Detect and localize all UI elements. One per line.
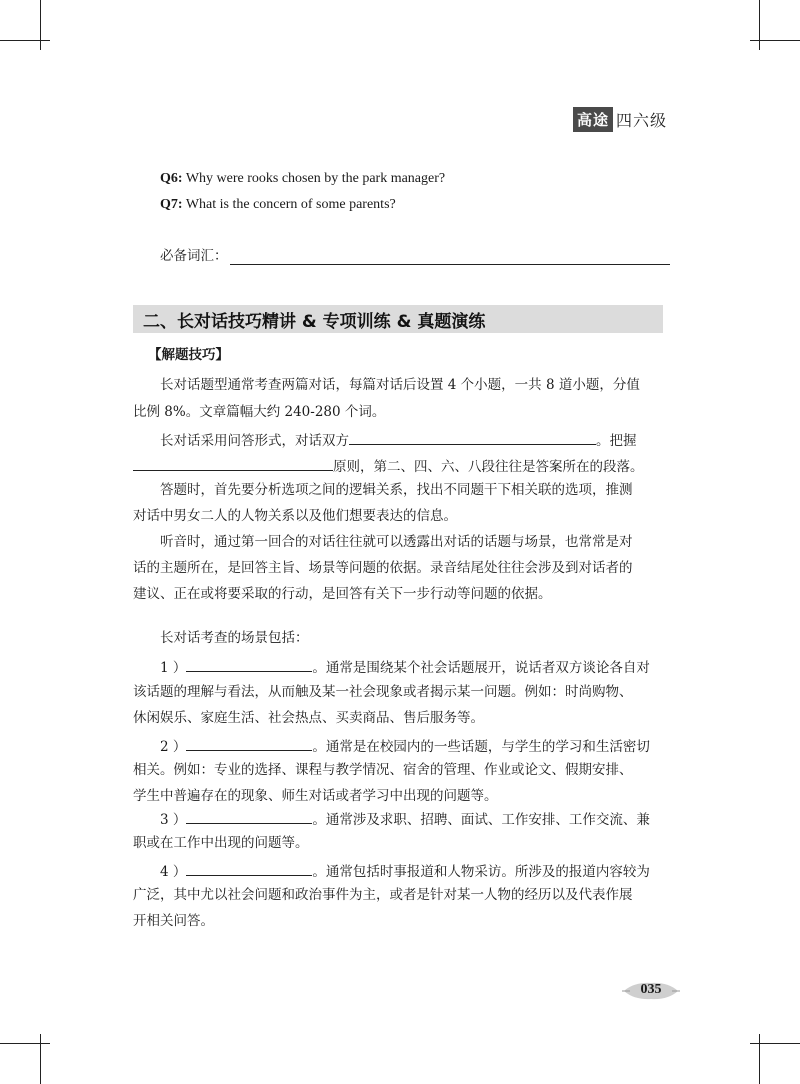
vocab-blank <box>230 250 670 265</box>
fill-blank <box>186 656 312 672</box>
para1-line1: 长对话题型通常考查两篇对话，每篇对话后设置 4 个小题，一共 8 道小题，分值 <box>160 377 640 393</box>
para2-text-a: 长对话采用问答形式，对话双方 <box>160 433 349 449</box>
scene-3-line2: 职或在工作中出现的问题等。 <box>133 835 309 851</box>
crop-mark-top-right-v <box>759 0 760 50</box>
vocab-line <box>160 247 670 265</box>
scene-1-line2: 该话题的理解与看法，从而触及某一社会现象或者揭示某一问题。例如：时尚购物、 <box>133 684 633 700</box>
question-text: What is the concern of some parents? <box>185 197 396 212</box>
scene-1-line3: 休闲娱乐、家庭生活、社会热点、买卖商品、售后服务等。 <box>133 710 484 726</box>
scene-4-line1 <box>160 860 650 881</box>
fill-blank <box>133 455 333 471</box>
section-header-bar <box>133 305 663 333</box>
crop-mark-bottom-right-v <box>759 1034 760 1084</box>
para2-line2 <box>133 455 644 476</box>
question-q6 <box>160 170 445 188</box>
crop-mark-bottom-left-h <box>0 1043 50 1044</box>
crop-mark-top-right-h <box>750 40 800 41</box>
scene-text: 。通常是围绕某个社会话题展开，说话者双方谈论各自对 <box>312 660 650 676</box>
para3-line2: 对话中男女二人的人物关系以及他们想要表达的信息。 <box>133 508 457 524</box>
fill-blank <box>349 429 596 445</box>
brand-logo: 高途 <box>573 107 613 132</box>
crop-mark-top-left-v <box>40 0 41 50</box>
scene-number: 3 ） <box>160 812 187 828</box>
para4-line1: 听音时，通过第一回合的对话往往就可以透露出对话的话题与场景，也常常是对 <box>160 534 633 550</box>
section-title: 二、长对话技巧精讲 & 专项训练 & 真题演练 <box>143 311 486 332</box>
question-number: Q6: <box>160 171 183 186</box>
para1-line2: 比例 8%。文章篇幅大约 240-280 个词。 <box>133 404 386 420</box>
crop-mark-bottom-right-h <box>750 1043 800 1044</box>
fill-blank <box>186 735 312 751</box>
question-q7 <box>160 196 396 214</box>
scene-3-line1 <box>160 808 650 829</box>
tips-heading: 【解题技巧】 <box>148 347 229 363</box>
page-number: 035 <box>640 982 662 997</box>
scene-text: 。通常是在校园内的一些话题，与学生的学习和生活密切 <box>312 739 650 755</box>
scenes-intro: 长对话考查的场景包括： <box>160 630 309 646</box>
fill-blank <box>186 808 312 824</box>
vocab-label: 必备词汇： <box>160 248 228 264</box>
para2-line1 <box>160 429 637 450</box>
scene-text: 。通常包括时事报道和人物采访。所涉及的报道内容较为 <box>312 864 650 880</box>
scene-1-line1 <box>160 656 650 677</box>
crop-mark-top-left-h <box>0 40 50 41</box>
question-text: Why were rooks chosen by the park manager? <box>185 171 446 186</box>
page-number-badge <box>622 980 680 1002</box>
para4-line2: 话的主题所在，是回答主旨、场景等问题的依据。录音结尾处往往会涉及到对话者的 <box>133 560 633 576</box>
scene-number: 4 ） <box>160 864 187 880</box>
scene-2-line2: 相关。例如：专业的选择、课程与教学情况、宿舍的管理、作业或论文、假期安排、 <box>133 762 633 778</box>
crop-mark-bottom-left-v <box>40 1034 41 1084</box>
para3-line1: 答题时，首先要分析选项之间的逻辑关系，找出不同题干下相关联的选项，推测 <box>160 482 633 498</box>
para2-text-b: 。把握 <box>596 433 637 449</box>
header-grade: 四六级 <box>615 110 667 130</box>
scene-number: 1 ） <box>160 660 187 676</box>
question-number: Q7: <box>160 197 183 212</box>
para4-line3: 建议、正在或将要采取的行动，是回答有关下一步行动等问题的依据。 <box>133 586 552 602</box>
scene-4-line2: 广泛，其中尤以社会问题和政治事件为主，或者是针对某一人物的经历以及代表作展 <box>133 887 633 903</box>
fill-blank <box>186 860 312 876</box>
scene-4-line3: 开相关问答。 <box>133 913 214 929</box>
scene-2-line3: 学生中普遍存在的现象、师生对话或者学习中出现的问题等。 <box>133 788 498 804</box>
scene-number: 2 ） <box>160 739 187 755</box>
scene-2-line1 <box>160 735 650 756</box>
running-header <box>573 106 667 132</box>
para2-text-c: 原则，第二、四、六、八段往往是答案所在的段落。 <box>333 459 644 475</box>
scene-text: 。通常涉及求职、招聘、面试、工作安排、工作交流、兼 <box>312 812 650 828</box>
